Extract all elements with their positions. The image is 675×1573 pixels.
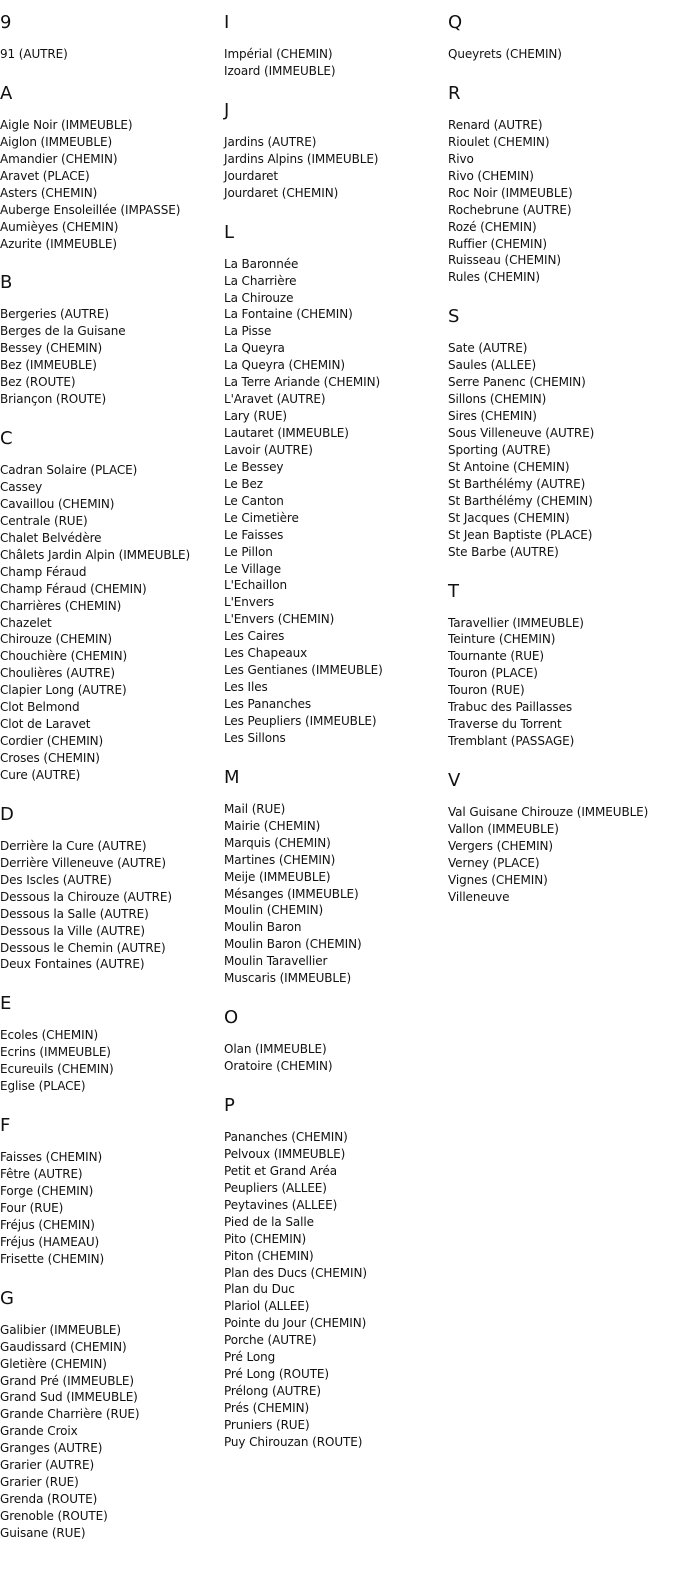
street-entry[interactable]: Queyrets (CHEMIN) [448,47,562,61]
section-letter-heading: A [0,82,13,104]
street-entry[interactable]: Renard (AUTRE) [448,117,543,132]
street-entry[interactable]: Le Cimetière [224,510,299,525]
index-column-3 [448,0,672,926]
street-entry[interactable]: Sous Villeneuve (AUTRE) [448,426,595,440]
street-entry[interactable]: Frisette (CHEMIN) [0,1251,105,1266]
street-entry[interactable]: Cadran Solaire (PLACE) [0,463,138,478]
street-entry[interactable]: Berges de la Guisane [0,324,126,339]
section-letter-heading: R [448,82,461,104]
street-list [224,1041,448,1075]
section-letter-heading: V [448,770,461,791]
street-entry[interactable]: Deux Fontaines (AUTRE) [0,957,145,972]
street-entry[interactable]: L'Aravet (AUTRE) [224,392,326,407]
street-entry[interactable]: Derrière la Cure (AUTRE) [0,838,147,853]
street-entry[interactable]: Vergers (CHEMIN) [448,838,553,853]
street-entry[interactable]: Guisane (RUE) [0,1525,86,1540]
street-list [0,1322,224,1542]
letter-section [448,12,672,63]
street-list [0,838,224,974]
street-entry[interactable]: La Fontaine (CHEMIN) [224,307,353,322]
street-entry[interactable]: Fêtre (AUTRE) [0,1167,83,1182]
section-letter-heading: G [0,1287,14,1309]
street-entry[interactable]: Dessous la Chirouze (AUTRE) [0,889,172,904]
section-letter-heading: C [0,428,13,450]
street-entry[interactable]: Piton (CHEMIN) [224,1248,314,1263]
street-list [0,46,224,63]
street-entry[interactable]: St Barthélémy (AUTRE) [448,476,586,491]
street-entry[interactable]: Charrières (CHEMIN) [0,598,122,613]
street-entry[interactable]: Aigle Noir (IMMEUBLE) [0,117,133,132]
street-entry[interactable]: Le Canton [224,493,284,508]
street-entry[interactable]: Aravet (PLACE) [0,168,90,183]
street-list [224,46,448,80]
street-entry[interactable]: Rivo (CHEMIN) [448,168,534,183]
street-entry[interactable]: Rules (CHEMIN) [448,270,541,285]
street-entry[interactable]: Bergeries (AUTRE) [0,307,109,322]
letter-section [224,12,448,80]
street-entry[interactable]: Touron (RUE) [448,683,525,698]
street-entry[interactable]: Champ Féraud [0,564,87,579]
street-entry[interactable]: L'Envers [224,595,275,610]
street-entry[interactable]: Rochebrune (AUTRE) [448,202,572,217]
section-letter-heading: E [0,993,12,1015]
street-entry[interactable]: Sate (AUTRE) [448,341,528,356]
street-list [0,117,224,253]
street-entry[interactable]: Briançon (ROUTE) [0,392,107,407]
street-entry[interactable]: Centrale (RUE) [0,513,88,528]
street-entry[interactable]: Rivo [448,151,474,166]
street-entry[interactable]: Mail (RUE) [224,801,286,816]
letter-section [0,83,224,253]
street-entry[interactable]: Olan (IMMEUBLE) [224,1042,327,1057]
street-entry[interactable]: Serre Panenc (CHEMIN) [448,375,586,390]
street-entry[interactable]: Des Iscles (AUTRE) [0,872,112,887]
street-entry[interactable]: Dessous le Chemin (AUTRE) [0,940,166,955]
street-entry[interactable]: Jardins (AUTRE) [224,134,317,149]
street-entry[interactable]: Dessous la Salle (AUTRE) [0,906,149,921]
street-entry[interactable]: Muscaris (IMMEUBLE) [224,971,352,986]
street-entry[interactable]: Aiglon (IMMEUBLE) [0,134,113,149]
street-entry[interactable]: Fréjus (HAMEAU) [0,1234,100,1249]
street-entry[interactable]: Croses (CHEMIN) [0,751,100,765]
letter-section [224,767,448,987]
street-entry[interactable]: Plan des Ducs (CHEMIN) [224,1265,367,1280]
street-entry[interactable]: Mésanges (IMMEUBLE) [224,886,359,901]
street-entry[interactable]: Bessey (CHEMIN) [0,341,103,356]
section-letter-heading: B [0,272,13,294]
street-entry[interactable]: La Chirouze [224,290,294,305]
street-entry[interactable]: Clot Belmond [0,700,80,715]
street-entry[interactable]: Ecureuils (CHEMIN) [0,1062,114,1077]
street-entry[interactable]: Les Gentianes (IMMEUBLE) [224,663,383,678]
street-entry[interactable]: Rioulet (CHEMIN) [448,134,550,149]
street-entry[interactable]: Choulières (AUTRE) [0,666,115,681]
street-entry[interactable]: Dessous la Ville (AUTRE) [0,923,145,938]
street-entry[interactable]: Moulin Baron (CHEMIN) [224,937,362,952]
street-entry[interactable]: Martines (CHEMIN) [224,852,336,867]
street-entry[interactable]: Grenoble (ROUTE) [0,1509,108,1523]
street-entry[interactable]: Puy Chirouzan (ROUTE) [224,1434,363,1449]
street-entry[interactable]: Moulin Baron [224,920,302,935]
street-entry[interactable]: Pointe du Jour (CHEMIN) [224,1316,367,1331]
street-entry[interactable]: Jourdaret (CHEMIN) [224,185,339,200]
letter-section [0,428,224,784]
street-entry[interactable]: Les Chapeaux [224,646,308,661]
section-letter-heading: T [448,580,459,602]
street-entry[interactable]: Granges (AUTRE) [0,1441,103,1456]
section-letter-heading: M [224,766,240,788]
street-entry[interactable]: Villeneuve [448,889,510,904]
letter-section [0,12,224,63]
street-entry[interactable]: Teinture (CHEMIN) [448,632,556,647]
section-letter-heading: I [224,12,230,33]
street-entry[interactable]: Galibier (IMMEUBLE) [0,1322,121,1337]
street-entry[interactable]: Ruisseau (CHEMIN) [448,253,561,268]
street-entry[interactable]: St Antoine (CHEMIN) [448,459,570,474]
street-entry[interactable]: Moulin Taravellier [224,954,328,969]
street-entry[interactable]: Amandier (CHEMIN) [0,151,118,166]
street-entry[interactable]: Eglise (PLACE) [0,1079,86,1094]
street-entry[interactable]: Le Bessey [224,459,284,474]
street-entry[interactable]: Pré Long (ROUTE) [224,1367,329,1382]
street-entry[interactable]: Ste Barbe (AUTRE) [448,544,559,559]
street-entry[interactable]: Pito (CHEMIN) [224,1231,307,1246]
street-entry[interactable]: Tremblant (PASSAGE) [448,734,575,749]
section-letter-heading: Q [448,12,463,33]
letter-section [0,272,224,408]
section-letter-heading: 9 [0,12,12,33]
street-list [0,462,224,784]
street-entry[interactable]: Vignes (CHEMIN) [448,872,548,887]
street-entry[interactable]: Tournante (RUE) [448,649,544,664]
street-entry[interactable]: Rozé (CHEMIN) [448,219,537,234]
street-list [448,117,672,286]
street-entry[interactable]: Pruniers (RUE) [224,1417,310,1432]
street-entry[interactable]: Jourdaret [224,168,279,183]
letter-section [0,804,224,974]
section-letter-heading: P [224,1095,235,1116]
street-entry[interactable]: Le Bez [224,476,263,491]
street-entry[interactable]: Prélong (AUTRE) [224,1384,321,1399]
street-entry[interactable]: Fréjus (CHEMIN) [0,1217,95,1232]
street-entry[interactable]: Bez (IMMEUBLE) [0,358,97,373]
street-entry[interactable]: Le Pillon [224,544,273,559]
street-entry[interactable]: 91 (AUTRE) [0,47,68,61]
section-letter-heading: S [448,306,460,328]
street-entry[interactable]: Gaudissard (CHEMIN) [0,1339,127,1354]
street-entry[interactable]: Bez (ROUTE) [0,375,76,390]
street-entry[interactable]: Sporting (AUTRE) [448,442,551,457]
street-entry[interactable]: Cure (AUTRE) [0,767,81,782]
street-entry[interactable]: Les Iles [224,680,268,695]
street-entry[interactable]: Prés (CHEMIN) [224,1401,310,1415]
street-entry[interactable]: La Queyra [224,341,285,356]
letter-section [224,1007,448,1075]
street-entry[interactable]: Auberge Ensoleillée (IMPASSE) [0,202,181,217]
street-entry[interactable]: Clapier Long (AUTRE) [0,683,127,698]
street-entry[interactable]: Cordier (CHEMIN) [0,734,104,749]
street-list [0,1027,224,1095]
section-letter-heading: O [224,1007,239,1029]
street-entry[interactable]: Marquis (CHEMIN) [224,835,331,850]
street-entry[interactable]: Forge (CHEMIN) [0,1184,94,1198]
street-entry[interactable]: Grande Croix [0,1424,78,1439]
letter-section [0,1115,224,1268]
street-entry[interactable]: St Jacques (CHEMIN) [448,510,570,525]
street-entry[interactable]: Pied de la Salle [224,1214,314,1229]
street-entry[interactable]: Roc Noir (IMMEUBLE) [448,185,573,200]
street-entry[interactable]: Moulin (CHEMIN) [224,903,324,918]
street-entry[interactable]: Le Village [224,561,281,576]
section-letter-heading: D [0,803,14,825]
letter-section [0,1288,224,1542]
street-entry[interactable]: Le Faisses [224,527,284,542]
street-entry[interactable]: Ecrins (IMMEUBLE) [0,1045,111,1060]
street-entry[interactable]: Cassey [0,480,43,494]
street-list [448,615,672,751]
street-entry[interactable]: Pré Long [224,1350,276,1365]
letter-section [448,770,672,906]
street-entry[interactable]: Plan du Duc [224,1282,295,1297]
street-entry[interactable]: Cavaillou (CHEMIN) [0,496,115,511]
street-entry[interactable]: Grarier (RUE) [0,1475,79,1490]
street-entry[interactable]: Trabuc des Paillasses [448,700,572,715]
street-entry[interactable]: Clot de Laravet [0,717,91,732]
letter-section [224,100,448,202]
section-letter-heading: F [0,1115,11,1137]
street-entry[interactable]: Porche (AUTRE) [224,1333,317,1348]
street-entry[interactable]: Grand Sud (IMMEUBLE) [0,1390,138,1405]
street-entry[interactable]: Champ Féraud (CHEMIN) [0,581,147,596]
street-entry[interactable]: L'Envers (CHEMIN) [224,612,335,627]
street-entry[interactable]: Grande Charrière (RUE) [0,1407,140,1422]
index-column-2 [224,0,448,1471]
street-entry[interactable]: Touron (PLACE) [448,666,538,681]
street-list [224,256,448,747]
street-entry[interactable]: St Jean Baptiste (PLACE) [448,527,593,542]
street-entry[interactable]: Grand Pré (IMMEUBLE) [0,1373,134,1388]
street-entry[interactable]: La Queyra (CHEMIN) [224,358,345,373]
street-entry[interactable]: Four (RUE) [0,1200,64,1215]
street-list [448,46,672,63]
street-list [224,134,448,202]
street-entry[interactable]: La Charrière [224,273,297,288]
street-entry[interactable]: Taravellier (IMMEUBLE) [448,615,584,630]
street-entry[interactable]: Aumièyes (CHEMIN) [0,219,119,234]
street-entry[interactable]: Chazelet [0,615,52,630]
street-entry[interactable]: Les Pananches [224,697,312,711]
street-entry[interactable]: Chalet Belvédère [0,530,102,545]
street-entry[interactable]: Pelvoux (IMMEUBLE) [224,1146,346,1161]
street-entry[interactable]: Izoard (IMMEUBLE) [224,63,336,78]
street-entry[interactable]: Lary (RUE) [224,409,287,424]
street-entry[interactable]: Grenda (ROUTE) [0,1492,98,1507]
street-entry[interactable]: Peytavines (ALLEE) [224,1197,338,1212]
letter-section [224,222,448,747]
street-entry[interactable]: L'Echaillon [224,578,287,593]
street-list [224,801,448,987]
street-entry[interactable]: St Barthélémy (CHEMIN) [448,493,593,508]
street-entry[interactable]: Azurite (IMMEUBLE) [0,236,117,251]
street-entry[interactable]: Chouchière (CHEMIN) [0,649,128,664]
index-column-1 [0,0,224,1562]
street-entry[interactable]: Traverse du Torrent [448,717,562,732]
street-entry[interactable]: Faisses (CHEMIN) [0,1150,103,1165]
letter-section [448,306,672,560]
street-entry[interactable]: Les Peupliers (IMMEUBLE) [224,713,377,728]
letter-section [0,993,224,1095]
street-list [224,1129,448,1451]
street-entry[interactable]: Les Sillons [224,730,286,745]
street-entry[interactable]: Plariol (ALLEE) [224,1299,310,1314]
street-entry[interactable]: Jardins Alpins (IMMEUBLE) [224,151,379,166]
street-entry[interactable]: Val Guisane Chirouze (IMMEUBLE) [448,805,649,819]
street-entry[interactable]: Saules (ALLEE) [448,358,537,373]
street-entry[interactable]: Gletière (CHEMIN) [0,1356,107,1371]
street-entry[interactable]: Lavoir (AUTRE) [224,442,313,457]
street-list [0,306,224,408]
street-entry[interactable]: Sires (CHEMIN) [448,409,537,424]
street-entry[interactable]: Verney (PLACE) [448,855,540,870]
section-letter-heading: L [224,221,235,243]
letter-section [448,581,672,751]
street-entry[interactable]: Impérial (CHEMIN) [224,47,333,61]
street-entry[interactable]: Lautaret (IMMEUBLE) [224,426,349,440]
street-entry[interactable]: Sillons (CHEMIN) [448,392,547,407]
street-entry[interactable]: Ecoles (CHEMIN) [0,1028,99,1043]
street-entry[interactable]: Pananches (CHEMIN) [224,1130,348,1144]
section-letter-heading: J [224,99,230,121]
street-list [448,340,672,560]
street-entry[interactable]: Mairie (CHEMIN) [224,818,321,833]
street-list [0,1149,224,1268]
street-entry[interactable]: Grarier (AUTRE) [0,1458,95,1473]
street-entry[interactable]: Châlets Jardin Alpin (IMMEUBLE) [0,547,191,562]
street-entry[interactable]: Petit et Grand Aréa [224,1163,337,1178]
letter-section [448,83,672,286]
street-entry[interactable]: La Pisse [224,324,272,339]
street-entry[interactable]: Les Caires [224,629,285,644]
street-entry[interactable]: La Terre Ariande (CHEMIN) [224,375,381,390]
street-entry[interactable]: Ruffier (CHEMIN) [448,236,547,251]
street-list [448,804,672,906]
street-entry[interactable]: La Baronnée [224,256,299,271]
street-entry[interactable]: Derrière Villeneuve (AUTRE) [0,855,166,870]
street-entry[interactable]: Chirouze (CHEMIN) [0,632,112,647]
street-entry[interactable]: Oratoire (CHEMIN) [224,1059,333,1074]
street-entry[interactable]: Asters (CHEMIN) [0,185,98,200]
street-entry[interactable]: Peupliers (ALLEE) [224,1180,327,1195]
letter-section [224,1095,448,1451]
street-entry[interactable]: Vallon (IMMEUBLE) [448,821,559,836]
street-entry[interactable]: Meije (IMMEUBLE) [224,869,331,884]
